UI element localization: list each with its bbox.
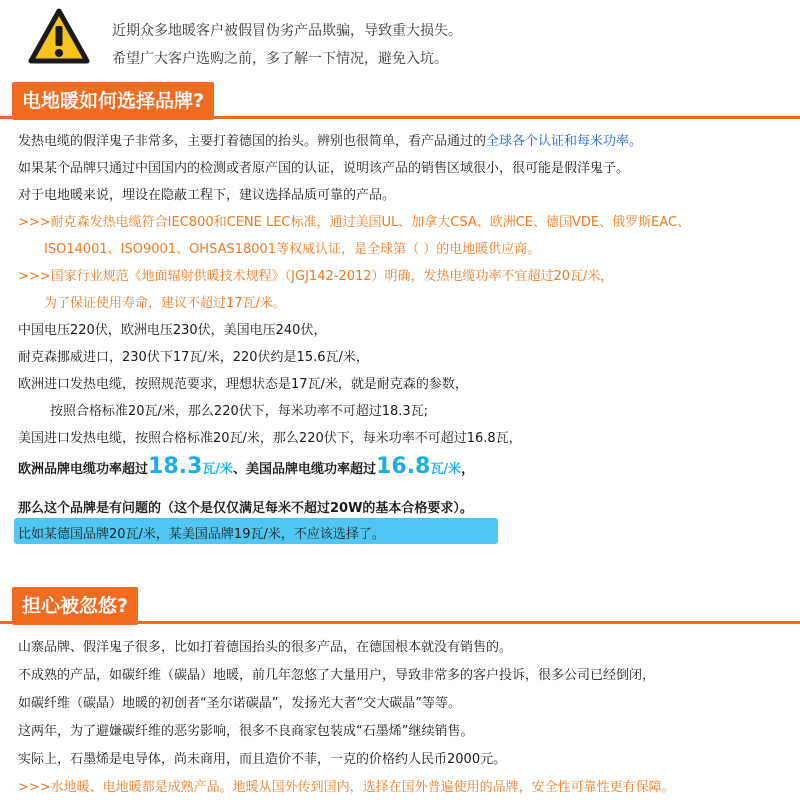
paragraph-line: 山寨品牌、假洋鬼子很多，比如打着德国抬头的很多产品，在德国根本就没有销售的。 (18, 640, 513, 655)
unit: 瓦/米 (202, 462, 234, 477)
paragraph-line: 美国进口发热电缆，按照合格标准20瓦/米，那么220伏下，每米功率不可超过16.8瓦， (18, 431, 522, 446)
paragraph-line (18, 130, 642, 149)
paragraph-line: 那么这个品牌是有问题的（这个是仅仅满足每米不超过20W的基本合格要求）。 (18, 501, 473, 516)
section-title: 电地暖如何选择品牌? (12, 82, 214, 120)
paragraph-line: 对于电地暖来说，埋设在隐蔽工程下，建议选择品质可靠的产品。 (18, 188, 396, 203)
us-limit-value: 16.8 (376, 454, 431, 479)
notice-line-2: 希望广大客户选购之前，多了解一下情况，避免入坑。 (112, 51, 448, 67)
text: 欧洲品牌电缆功率超过 (18, 462, 149, 477)
notice-line-1: 近期众多地暖客户被假冒伪劣产品欺骗，导致重大损失。 (112, 23, 462, 39)
paragraph-line: ISO14001、ISO9001、OHSAS18001等权威认证，是全球第（ ）的电地暖供应商。 (44, 242, 541, 257)
highlight-line: 比如某德国品牌20瓦/米，某美国品牌19瓦/米，不应该选择了。 (18, 527, 385, 542)
highlight-text: 全球各个认证和每米功率。 (486, 134, 643, 149)
paragraph-line: 欧洲进口发热电缆，按照规范要求，理想状态是17瓦/米，就是耐克森的参数， (18, 377, 468, 392)
paragraph-line: 耐克森挪威进口，230伏下17瓦/米，220伏约是15.6瓦/米， (18, 350, 369, 365)
eu-limit-value: 18.3 (148, 454, 203, 479)
power-limit-line (18, 454, 474, 479)
section-title: 担心被忽悠? (12, 587, 138, 625)
paragraph-line: >>>国家行业规范《地面辐射供暖技术规程》（JGJ142-2012）明确，发热电缆功率不宜超过20瓦/米， (18, 269, 614, 284)
paragraph-line: 不成熟的产品，如碳纤维（碳晶）地暖，前几年忽悠了大量用户，导致非常多的客户投诉，很多公司已经倒闭， (18, 668, 656, 683)
paragraph-line: 按照合格标准20瓦/米，那么220伏下，每米功率不可超过18.3瓦; (50, 404, 429, 419)
paragraph-line: 如果某个品牌只通过中国国内的检测或者原产国的认证，说明该产品的销售区域很小，很可能是假洋鬼子。 (18, 161, 630, 176)
paragraph-line: >>>耐克森发热电缆符合IEC800和CENE LEC标准，通过美国UL、加拿大CSA、欧洲CE、德国VDE、俄罗斯EAC、 (18, 215, 691, 230)
paragraph-line: 为了保证使用寿命，建议不超过17瓦/米。 (44, 296, 286, 311)
text: ， (461, 462, 475, 477)
paragraph-line: 如碳纤维（碳晶）地暖的初创者“圣尔诺碳晶”，发扬光大者“交大碳晶”等等。 (18, 696, 461, 711)
warning-icon (28, 8, 90, 64)
paragraph-line: 中国电压220伏，欧洲电压230伏，美国电压240伏， (18, 323, 327, 338)
paragraph-line: >>>水地暖、电地暖都是成熟产品。地暖从国外传到国内，选择在国外普遍使用的品牌，安全性可靠性更有保障。 (18, 780, 675, 795)
paragraph-line: 实际上，石墨烯是电导体，尚未商用，而且造价不菲，一克的价格约人民币2000元。 (18, 752, 507, 767)
paragraph-line: 这两年，为了避嫌碳纤维的恶劣影响，很多不良商家包装成“石墨烯”继续销售。 (18, 724, 474, 739)
text: 发热电缆的假洋鬼子非常多，主要打着德国的抬头。辨别也很简单，看产品通过的 (18, 134, 487, 149)
text: 、美国品牌电缆功率超过 (233, 462, 377, 477)
unit: 瓦/米 (430, 462, 462, 477)
